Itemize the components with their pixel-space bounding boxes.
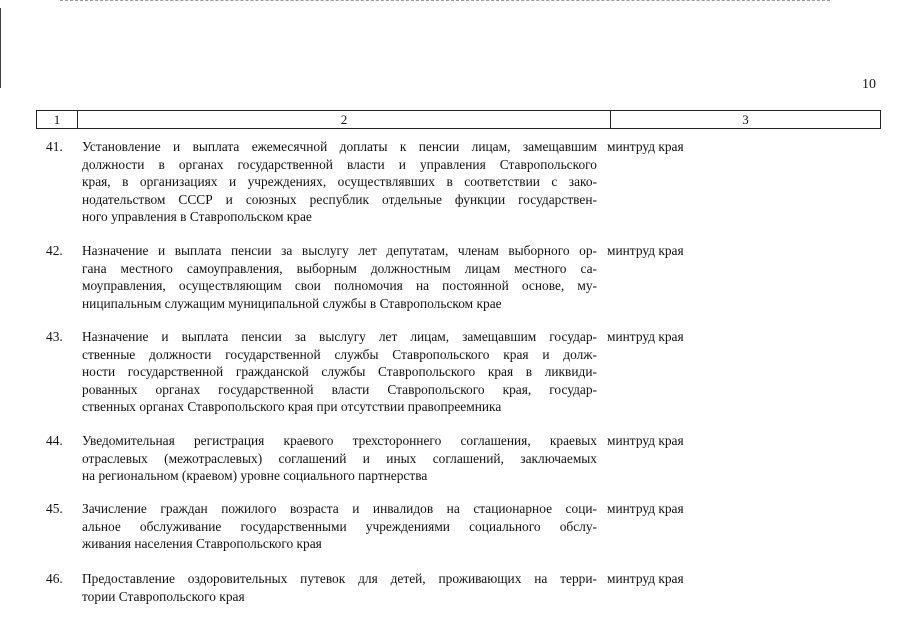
responsible-body: минтруд края xyxy=(607,501,684,516)
item-number: 46. xyxy=(46,571,63,586)
responsible-body: минтруд края xyxy=(607,139,684,154)
description-line: нодательством СССР и союзных республик отдельные функции государствен- xyxy=(82,191,597,207)
description-line: тории Ставропольского края xyxy=(82,588,245,604)
description-line: моуправления, осуществляющим свои полномочия на постоянной основе, му- xyxy=(82,278,597,293)
page-number: 10 xyxy=(862,77,876,92)
description-line: живания населения Ставропольского края xyxy=(82,536,322,551)
item-number: 45. xyxy=(46,501,63,516)
description-line: альное обслуживание государственными учреждениями социального обслу- xyxy=(82,518,597,534)
responsible-body: минтруд края xyxy=(607,571,684,586)
description-line: на региональном (краевом) уровне социального партнерства xyxy=(82,468,428,483)
description-line: рованных органах государственной власти Ставропольского края, государ- xyxy=(82,381,597,397)
description-line: ственных органах Ставропольского края при отсутствии правопреемника xyxy=(82,399,502,414)
item-number: 41. xyxy=(46,139,63,154)
item-description xyxy=(82,138,597,226)
description-line: Уведомительная регистрация краевого трехстороннего соглашения, краевых xyxy=(82,433,597,448)
item-description xyxy=(82,500,597,553)
description-line: края, в организациях и учреждениях, осуществлявших в соответствии с зако- xyxy=(82,174,597,189)
item-number: 44. xyxy=(46,433,63,448)
description-line: отраслевых (межотраслевых) соглашений и иных соглашений, заключаемых xyxy=(82,450,597,466)
scan-left-edge xyxy=(0,8,1,88)
description-line: Зачисление граждан пожилого возраста и инвалидов на стационарное соци- xyxy=(82,501,597,516)
description-line: Назначение и выплата пенсии за выслугу лет лицам, замещавшим государ- xyxy=(82,329,597,344)
column-header-2: 2 xyxy=(78,111,611,128)
table-header xyxy=(36,110,881,129)
description-line: гана местного самоуправления, выборным должностным лицам местного са- xyxy=(82,260,597,276)
scan-top-edge xyxy=(60,0,830,2)
description-line: Предоставление оздоровительных путевок для детей, проживающих на терри- xyxy=(82,571,597,586)
description-line: ниципальным служащим муниципальной службы в Ставропольском крае xyxy=(82,295,502,311)
item-number: 43. xyxy=(46,329,63,344)
item-description xyxy=(82,432,597,485)
description-line: Назначение и выплата пенсии за выслугу лет депутатам, членам выборного ор- xyxy=(82,243,597,258)
description-line: ственные должности государственной службы Ставропольского края и долж- xyxy=(82,346,597,362)
description-line: ности государственной гражданской службы Ставропольского края в ликвиди- xyxy=(82,364,597,379)
item-number: 42. xyxy=(46,243,63,258)
item-description xyxy=(82,570,597,605)
responsible-body: минтруд края xyxy=(607,243,684,258)
column-header-3: 3 xyxy=(742,112,749,127)
item-description xyxy=(82,328,597,416)
column-header-1: 1 xyxy=(37,111,78,128)
item-description xyxy=(82,242,597,312)
description-line: Установление и выплата ежемесячной доплаты к пенсии лицам, замещавшим xyxy=(82,139,597,154)
responsible-body: минтруд края xyxy=(607,433,684,448)
description-line: ного управления в Ставропольском крае xyxy=(82,209,312,224)
responsible-body: минтруд края xyxy=(607,329,684,344)
description-line: должности в органах государственной власти и управления Ставропольского xyxy=(82,156,597,172)
